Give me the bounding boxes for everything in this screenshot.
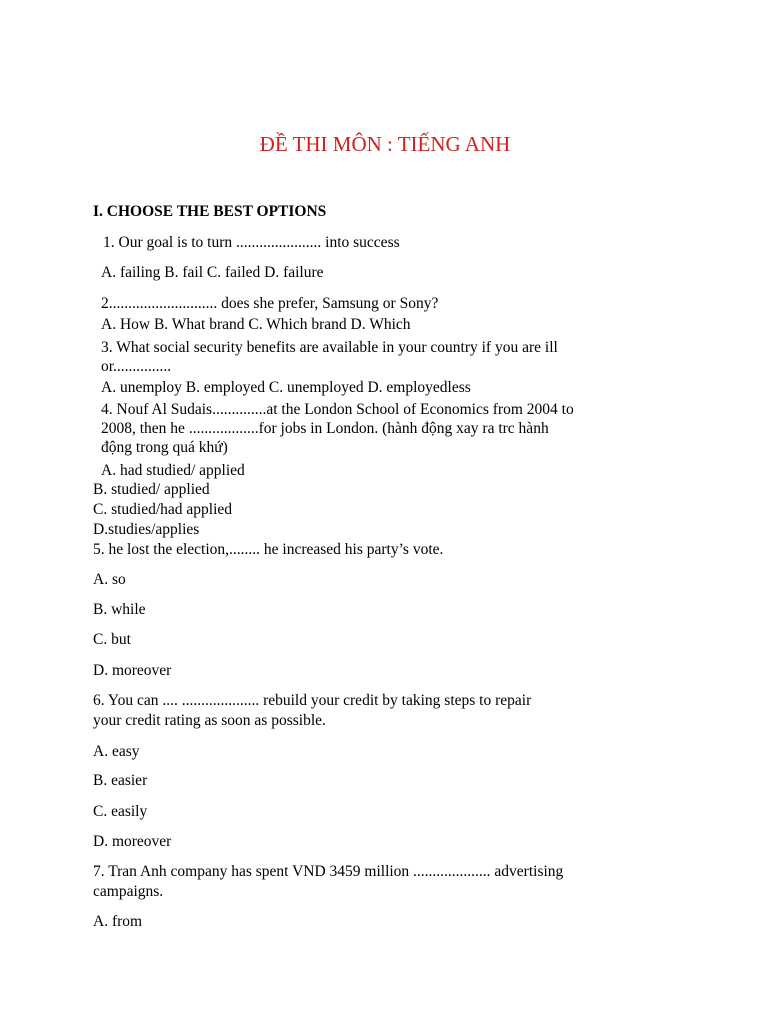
question-4-option-b: B. studied/ applied xyxy=(93,481,210,498)
question-6-option-c: C. easily xyxy=(93,803,148,820)
question-5-option-b: B. while xyxy=(93,601,146,618)
question-1-options: A. failing B. fail C. failed D. failure xyxy=(101,264,324,281)
question-3-line-2: or............... xyxy=(101,358,172,375)
question-5-option-d: D. moreover xyxy=(93,662,172,679)
question-3-line-1: 3. What social security benefits are available in your country if you are ill xyxy=(101,339,558,356)
question-3-options: A. unemploy B. employed C. unemployed D. employedless xyxy=(101,379,471,396)
question-7-line-1: 7. Tran Anh company has spent VND 3459 million .................... advertising xyxy=(93,863,564,880)
question-2: 2............................ does she prefer, Samsung or Sony? xyxy=(101,295,439,312)
question-6-option-d: D. moreover xyxy=(93,833,172,850)
question-5-option-a: A. so xyxy=(93,571,126,588)
question-4-line-3: động trong quá khứ) xyxy=(101,439,228,456)
question-5: 5. he lost the election,........ he increased his party’s vote. xyxy=(93,541,444,558)
question-7-option-a: A. from xyxy=(93,913,143,930)
question-6-line-2: your credit rating as soon as possible. xyxy=(93,712,326,729)
question-4-line-2: 2008, then he ..................for jobs in London. (hành động xay ra trc hành xyxy=(101,420,549,437)
question-4-line-1: 4. Nouf Al Sudais..............at the London School of Economics from 2004 to xyxy=(101,401,574,418)
question-7-line-2: campaigns. xyxy=(93,883,164,900)
section-heading: I. CHOOSE THE BEST OPTIONS xyxy=(93,203,327,220)
question-1: 1. Our goal is to turn ...................... into success xyxy=(103,234,400,251)
question-6-option-b: B. easier xyxy=(93,772,148,789)
question-4-option-c: C. studied/had applied xyxy=(93,501,233,518)
question-4-option-d: D.studies/applies xyxy=(93,521,200,538)
question-2-options: A. How B. What brand C. Which brand D. Which xyxy=(101,316,411,333)
question-5-option-c: C. but xyxy=(93,631,131,648)
question-4-option-a: A. had studied/ applied xyxy=(101,462,245,479)
question-6-option-a: A. easy xyxy=(93,743,140,760)
exam-title: ĐỀ THI MÔN : TIẾNG ANH xyxy=(259,132,511,156)
question-6-line-1: 6. You can .... .................... rebuild your credit by taking steps to repair xyxy=(93,692,532,709)
